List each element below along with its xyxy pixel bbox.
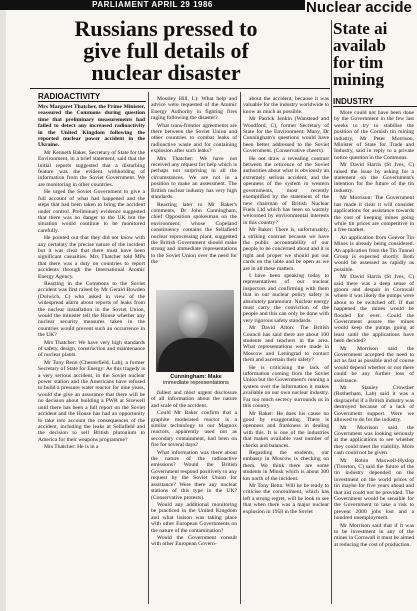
article-paragraph: Mossley Hill, L): What help and advice were requested of the Atomic Energy Authority in fighting fires raging following the disaster?	[151, 96, 237, 122]
article-column-2-bottom	[151, 390, 237, 604]
section-heading-industry: INDUSTRY	[333, 97, 417, 107]
article-paragraph: Mr Baker: There is, unfortunately, a striking contrast because we have the public accountability of our people to be concerned about and it is right and proper we should put our cards on the table and be open as we are in all these matters.	[243, 227, 329, 272]
article-paragraph: Mr Morrison said the Government was looking seriously at the applications to see whether they could meet the viability. More cash could not be given.	[334, 424, 414, 457]
article-paragraph: fullest and most urgent disclosure of all information about the nature and scale of the accident.	[151, 390, 237, 409]
side-headline-line: mining	[333, 70, 385, 88]
article-paragraph: Mr Patrick Jenkin (Wanstead and Woodford, C), former Secretary of State for the Environment: Many, Dr Cunningham's questions would have been better addressed to the Soviet Government. (Conservative cheers).	[243, 116, 329, 155]
article-paragraph: Mr Tony Benn: Will he be ready to criticise the concealment, which has left a strong regret, will he look to see that when there was a major nuclear explosion in 1958 in the Soviet	[243, 482, 329, 515]
article-paragraph: An application from Geevor Tin Mines is already being considered. An application from the Tin Tunnel Group is expected shortly. Both would be assessed as rapidly as possible.	[334, 234, 414, 273]
article-paragraph: Mrs Margaret Thatcher, the Prime Minister, reassured the Commons during question time that preliminary measurements had failed to detect any increased radioactivity in the United Kingdom following the reported nuclear power accident in the Ukraine.	[38, 104, 145, 149]
article-column-3	[243, 96, 329, 604]
article-paragraph: He urged the Soviet Government to give a full account of what had happened and the steps that had been taken to bring the accident under control. Preliminary evidence suggested that there was no danger to the UK but the situation would continue to be monitored carefully.	[38, 189, 145, 234]
article-paragraph: Mrs Thatcher: We have very high standards of safety, design, construction and maintenance of nuclear plants.	[38, 339, 145, 359]
photo-shoulders	[158, 338, 232, 372]
article-paragraph: Would the Government consult with other European Govern-	[151, 534, 237, 548]
column-divider	[148, 92, 149, 604]
article-paragraph: He pointed out that they did not know with any certainty the precise nature of the incident but it was clear that there must have been significant casualties. Mrs Thatcher told MPs that there was a duty on countries to report accidents through the International Atomic Energy Agency.	[38, 235, 145, 280]
article-paragraph: Mr Morrison said that if it was to be investment in any of the mines in Cornwall it must be aimed at reducing the cost of production.	[334, 522, 414, 548]
article-paragraph: Mr David Harris (St Ives, C) said there was a deep sense of gloom and despair in Cornwall where it was likely the pumps were about to be switched off. If that happened the mines would be flooded for ever. Could the Government assure the mines would keep the pumps going at least until the applications have been decided?	[334, 274, 414, 345]
article-paragraph: Mrs Thatcher: He is in a	[44, 444, 99, 451]
column-divider	[331, 20, 332, 604]
side-headline-line: for tim	[333, 53, 384, 72]
article-column-4-industry	[334, 110, 414, 604]
article-paragraph: Would any additional monitoring be practiced in the United Kingdom and what liaison was taking place with other European Governments on the nature of the contamination?	[151, 501, 237, 534]
article-paragraph: Mr Tony Benn (Chesterfield, Lab), a former Secretary of State for Energy: As this tragedy is a very serious accident, in the Soviet nuclear power station and the Americans have refused to build a pressure water reactor for nine years, would she give an assurance that there will be no decision about building a PWR at Sizewell until there has been a full report on the Soviet accident and the House has had an opportunity to take into account the consequences of the accident, including the leaks at Sellafield and the decision to sell British plutonium to America for their weapons programme?	[38, 359, 145, 443]
side-headline	[333, 20, 417, 88]
article-paragraph: about the accident, because it was valuable for the industry worldwide to know as much as possible.	[243, 96, 329, 115]
article-column-1	[38, 104, 145, 604]
headline-line-1: Russians pressed to	[74, 16, 258, 41]
photo-caption	[150, 374, 242, 387]
article-paragraph: Reacting later to Mr Baker's comments, Dr John Cunningham, chief Opposition spokesman on the environment, whose Copeland constituency contains the Sellafield nuclear reprocessing plant, suggested the British Government should make strong and immediate representations to the Soviet Union over the need for the	[151, 201, 237, 266]
side-headline-line: State ai	[333, 20, 388, 38]
caption-name: Cunningham: Make	[170, 374, 222, 380]
column-divider	[240, 92, 241, 604]
article-paragraph: Mr Morrison said the Government accepted the need to act as fast as possible and of course would depend whether or not there could be any further loss of assistance.	[334, 345, 414, 384]
article-column-2-top	[151, 96, 237, 286]
dateline-banner: PARLIAMENT APRIL 29 1986	[0, 0, 305, 10]
article-paragraph: What information was there about the nature of the radioactive emissions? Would the British Government respond positively to any request by the Soviet Union for assistance? Were there any nuclear stations of this type in the UK? (Conservative protests).	[151, 449, 237, 501]
article-paragraph: Mr Morrison: The Government has made it clear it will consider applications for assistance towards the cost of keeping mines going while tin prices are competitive in a free market.	[334, 195, 414, 234]
article-paragraph: More could not have been done by the Government in the few last weeks to try to stabilise the position of the Cornish tin mining industry, Mr Peter Morrison, Minister of State for Trade and Industry, said in reply to a private notice question in the Commons.	[334, 110, 414, 161]
article-paragraph: I have been speaking today to representatives of our nuclear inspectors and confirming with them that in our nuclear policy safety is absolutely paramount. Nuclear energy must carry the conviction of the people and this can only be done with very rigorous safety standards.	[243, 272, 329, 324]
article-paragraph: Mr Kenneth Baker, Secretary of State for the Environment, in a brief statement, said that the initial reports suggested that a disturbing feature was the evident withholding of information from the Soviet Government. We are monitoring in other countries.	[38, 149, 145, 188]
caption-text: immediate representations	[163, 380, 229, 387]
article-paragraph: He is criticising the lack of information coming from the Soviet Union but the Government's running a system over the information it makes available on our own nuclear industry. Far too much secrecy surrounds us in this country.	[243, 364, 329, 410]
article-paragraph: Mrs Thatcher: We have not received any request for help which is perhaps not surprising in all the circumstances. We are not in a position to make an assessment. The British nuclear industry has very high standards.	[151, 155, 237, 201]
article-paragraph: Mr David Alton: The British Council has said there are about 100 students and teachers in the area. What representations were made in Moscow and Leningrad to contact them and ascertain their safety?	[243, 325, 329, 364]
article-paragraph: Mr Robin Maxwell-Hyslop (Tiverton, C) said the future of the tin industry depended on the investment on the world prices of tin maybe for five years ahead and that aid could not be provided. The Government would be sensible for the Government to take a risk to prevent 2000 jobs lost and a hundred unemployment.	[334, 457, 414, 522]
article-paragraph: Mr David Harris (St Ives, C) raised the issue by asking for a statement on the Government's intention for the future of the tin industry.	[334, 162, 414, 194]
section-heading-radioactivity: RADIOACTIVITY	[38, 92, 146, 102]
article-paragraph: What trans-frontier agreements are there between the Soviet Union and other countries to combat leaks of radioactive waste and for containing explosion after such leaks?	[151, 122, 237, 155]
article-paragraph: Mr Stanley Crowther (Rotherham, Lab) said it was a disgraceful if a British industry was destroyed because of a lack of Government support. Were we allowed to do for the industry.	[334, 385, 414, 424]
article-paragraph: Could Mr Baker confirm that a graphite moderated reactor is a similar technology to our Magnox reactors, apparently used not as secondary containment, had been on fire for several days?	[151, 410, 237, 449]
headline-line-2: give full details of	[83, 38, 249, 63]
portrait-photo-cunningham	[156, 290, 234, 372]
headline-line-3: nuclear disaster	[91, 60, 241, 85]
article-paragraph: He not draw a revealing contrast between the reticence of the Soviet authorities about what is obviously an extremely serious accident, and the openness of the system in western governments, most recently exemplified by the statement of the new chairman of British Nuclear Fuels Ltd which has been so warmly welcomed by environmental interests in this country?	[243, 155, 329, 226]
article-paragraph: Reacting in the Commons to the Soviet accident was first raised by Mr Gerald Bowden (Dulwich, C) who asked in view of the widespread alarm about reports of leaks from the nuclear installation in the Soviet Union, would the minister tell the House whether any nuclear security measures taken in the countries would prevent such an occurrence in the UK?	[38, 280, 145, 339]
article-paragraph: Regarding the students, our embassy in Moscow is checking on them. We think there are some students in Minsk which is about 300 km north of the incident.	[243, 449, 329, 482]
adjacent-headline-fragment: Nuclear accide	[306, 0, 412, 16]
main-headline	[30, 18, 302, 84]
article-paragraph: Mr Baker: He does his cause no good by exaggerating. There is openness and frankness in dealing with this. It is one of the industries that makes available vast number of checks and balances.	[243, 410, 329, 449]
headline-rule	[30, 88, 330, 89]
page-edge	[0, 10, 6, 611]
side-headline-line: availab	[333, 36, 386, 55]
photo-face	[178, 300, 208, 338]
